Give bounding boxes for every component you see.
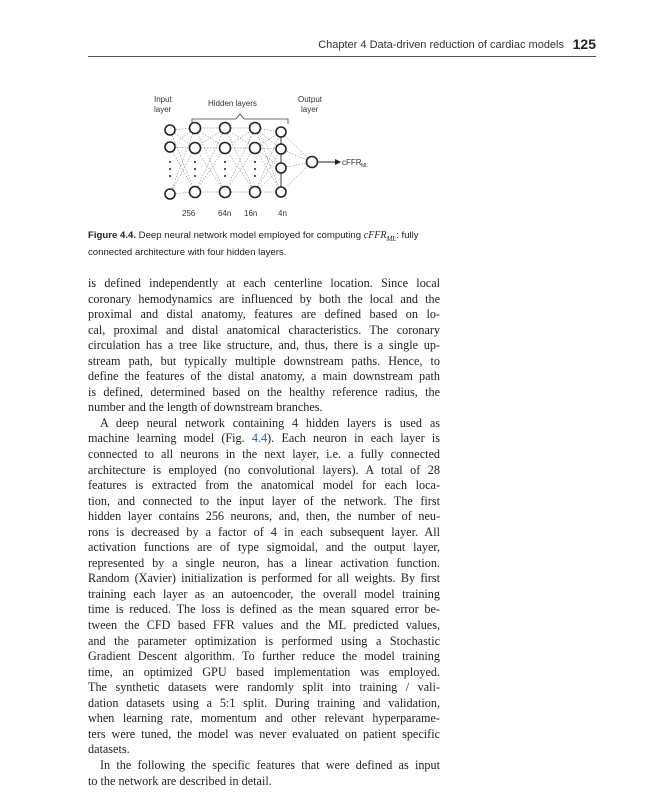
output-subscript-label: ML <box>361 163 368 169</box>
header-rule <box>88 56 596 57</box>
layer-size-3: 16n <box>244 209 258 218</box>
paragraph-line: tion, and connected to the input layer of the network. The first <box>88 493 440 508</box>
connections <box>170 128 312 194</box>
input-neuron <box>165 125 175 135</box>
hidden-neuron <box>276 144 286 154</box>
hidden-layers-label: Hidden layers <box>208 99 257 108</box>
input-neuron <box>165 142 175 152</box>
paragraph-line: dation datasets using a 5:1 split. During training and validation, <box>88 695 440 710</box>
page-number: 125 <box>572 36 596 52</box>
paragraph-line: and the parameter optimization is performed using a Stochastic <box>88 633 440 648</box>
input-layer-label-2: layer <box>154 105 172 114</box>
hidden-neuron <box>276 163 286 173</box>
paragraph-line: tween the CFD based FFR values and the ML predicted values, <box>88 618 440 633</box>
running-head <box>88 36 596 56</box>
paragraph-line: cal, proximal and distal anatomical characteristics. The coronary <box>88 322 440 337</box>
paragraph-line: A deep neural network containing 4 hidden layers is used as <box>100 415 440 430</box>
paragraph-line: number and the length of downstream branches. <box>88 400 323 415</box>
hidden-neuron <box>276 127 286 137</box>
neural-network-figure <box>140 92 400 222</box>
hidden-neuron <box>250 143 261 154</box>
paragraph-line: training each layer as an autoencoder, the overall model training <box>88 586 440 601</box>
paragraph-line: stream path, but typically multiple downstream paths. Hence, to <box>88 353 440 368</box>
paragraph-line: The synthetic datasets were randomly split into training / vali- <box>88 680 440 695</box>
paragraph-line: coronary hemodynamics are influenced by both the local and the <box>88 291 440 306</box>
paragraph-line: is defined independently at each centerline location. Since local <box>88 276 440 290</box>
paragraph-line: ters were tuned, the model was never evaluated on patient specific <box>88 726 440 741</box>
hidden-neuron <box>190 187 201 198</box>
hidden-neuron <box>220 123 231 134</box>
hidden-neuron <box>190 143 201 154</box>
input-layer-label-1: Input <box>154 95 172 104</box>
caption-math: cFFR$_{ML}$ <box>363 230 397 243</box>
paragraph-line: hidden layer contains 256 neurons, and, then, the number of neu- <box>88 509 440 524</box>
paragraph-line: rons is decreased by a factor of 4 in each subsequent layer. All <box>88 524 440 539</box>
output-arrow-icon <box>335 159 341 165</box>
hidden-neuron <box>220 143 231 154</box>
output-layer-label-2: layer <box>301 105 319 114</box>
hidden-neuron <box>190 123 201 134</box>
body-text <box>88 276 440 789</box>
paragraph-line: architecture is employed (no convolutional layers). A total of 28 <box>88 462 440 477</box>
paragraph-line: activation functions are of type sigmoidal, and the output layer, <box>88 540 440 555</box>
paragraph-line: Gradient Descent algorithm. To further reduce the model training <box>88 649 440 664</box>
caption-text-before: Deep neural network model employed for computing <box>135 230 364 241</box>
paragraph-line: is defined, determined based on the healthy reference radius, the <box>88 384 440 399</box>
caption-text-after: : fully connected architecture with four hidden layers. <box>88 230 419 258</box>
paragraph-line: features is extracted from the anatomical model for each loca- <box>88 478 440 493</box>
paragraph-line: datasets. <box>88 742 130 757</box>
paragraph-line: proximal and distal anatomy, features are defined based on lo- <box>88 307 440 322</box>
input-neuron <box>165 189 175 199</box>
output-layer-label-1: Output <box>298 95 323 104</box>
output-neuron <box>307 157 318 168</box>
network-diagram <box>140 92 400 222</box>
layer-size-1: 256 <box>182 209 196 218</box>
hidden-neuron <box>220 187 231 198</box>
output-name-label: cFFR <box>342 158 362 167</box>
paragraph-line: Random (Xavier) initialization is performed for all weights. By first <box>88 571 440 586</box>
hidden-neuron <box>250 123 261 134</box>
paragraph-line: circulation has a tree like structure, and, thus, there is a single up- <box>88 338 440 353</box>
paragraph-line: define the features of the distal anatomy, a main downstream path <box>88 369 440 384</box>
paragraph-line: In the following the specific features that were defined as input <box>100 757 440 772</box>
layer-size-2: 64n <box>218 209 232 218</box>
paragraph-line: when learning rate, momentum and other relevant hyperparame- <box>88 711 440 726</box>
paragraph-line: machine learning model (Fig. 4.4). Each neuron in each layer is <box>88 431 440 446</box>
paragraph-line: represented by a single neuron, has a linear activation function. <box>88 555 440 570</box>
paragraph-line: to the network are described in detail. <box>88 773 272 788</box>
paragraph-line: time is reduced. The loss is defined as the mean squared error be- <box>88 602 440 617</box>
paragraph-line: time, an optimized GPU based implementation was employed. <box>88 664 440 679</box>
figure-reference-link[interactable]: 4.4 <box>251 431 268 446</box>
figure-label: Figure 4.4. <box>88 230 136 241</box>
hidden-neuron <box>276 187 286 197</box>
hidden-neuron <box>250 187 261 198</box>
hidden-layers-brace <box>192 114 288 124</box>
chapter-title: Chapter 4 Data-driven reduction of cardiac models <box>318 39 564 51</box>
paragraph-line: connected to all neurons in the next layer, i.e. a fully connected <box>88 447 440 462</box>
figure-caption <box>88 229 448 259</box>
layer-size-4: 4n <box>278 209 287 218</box>
